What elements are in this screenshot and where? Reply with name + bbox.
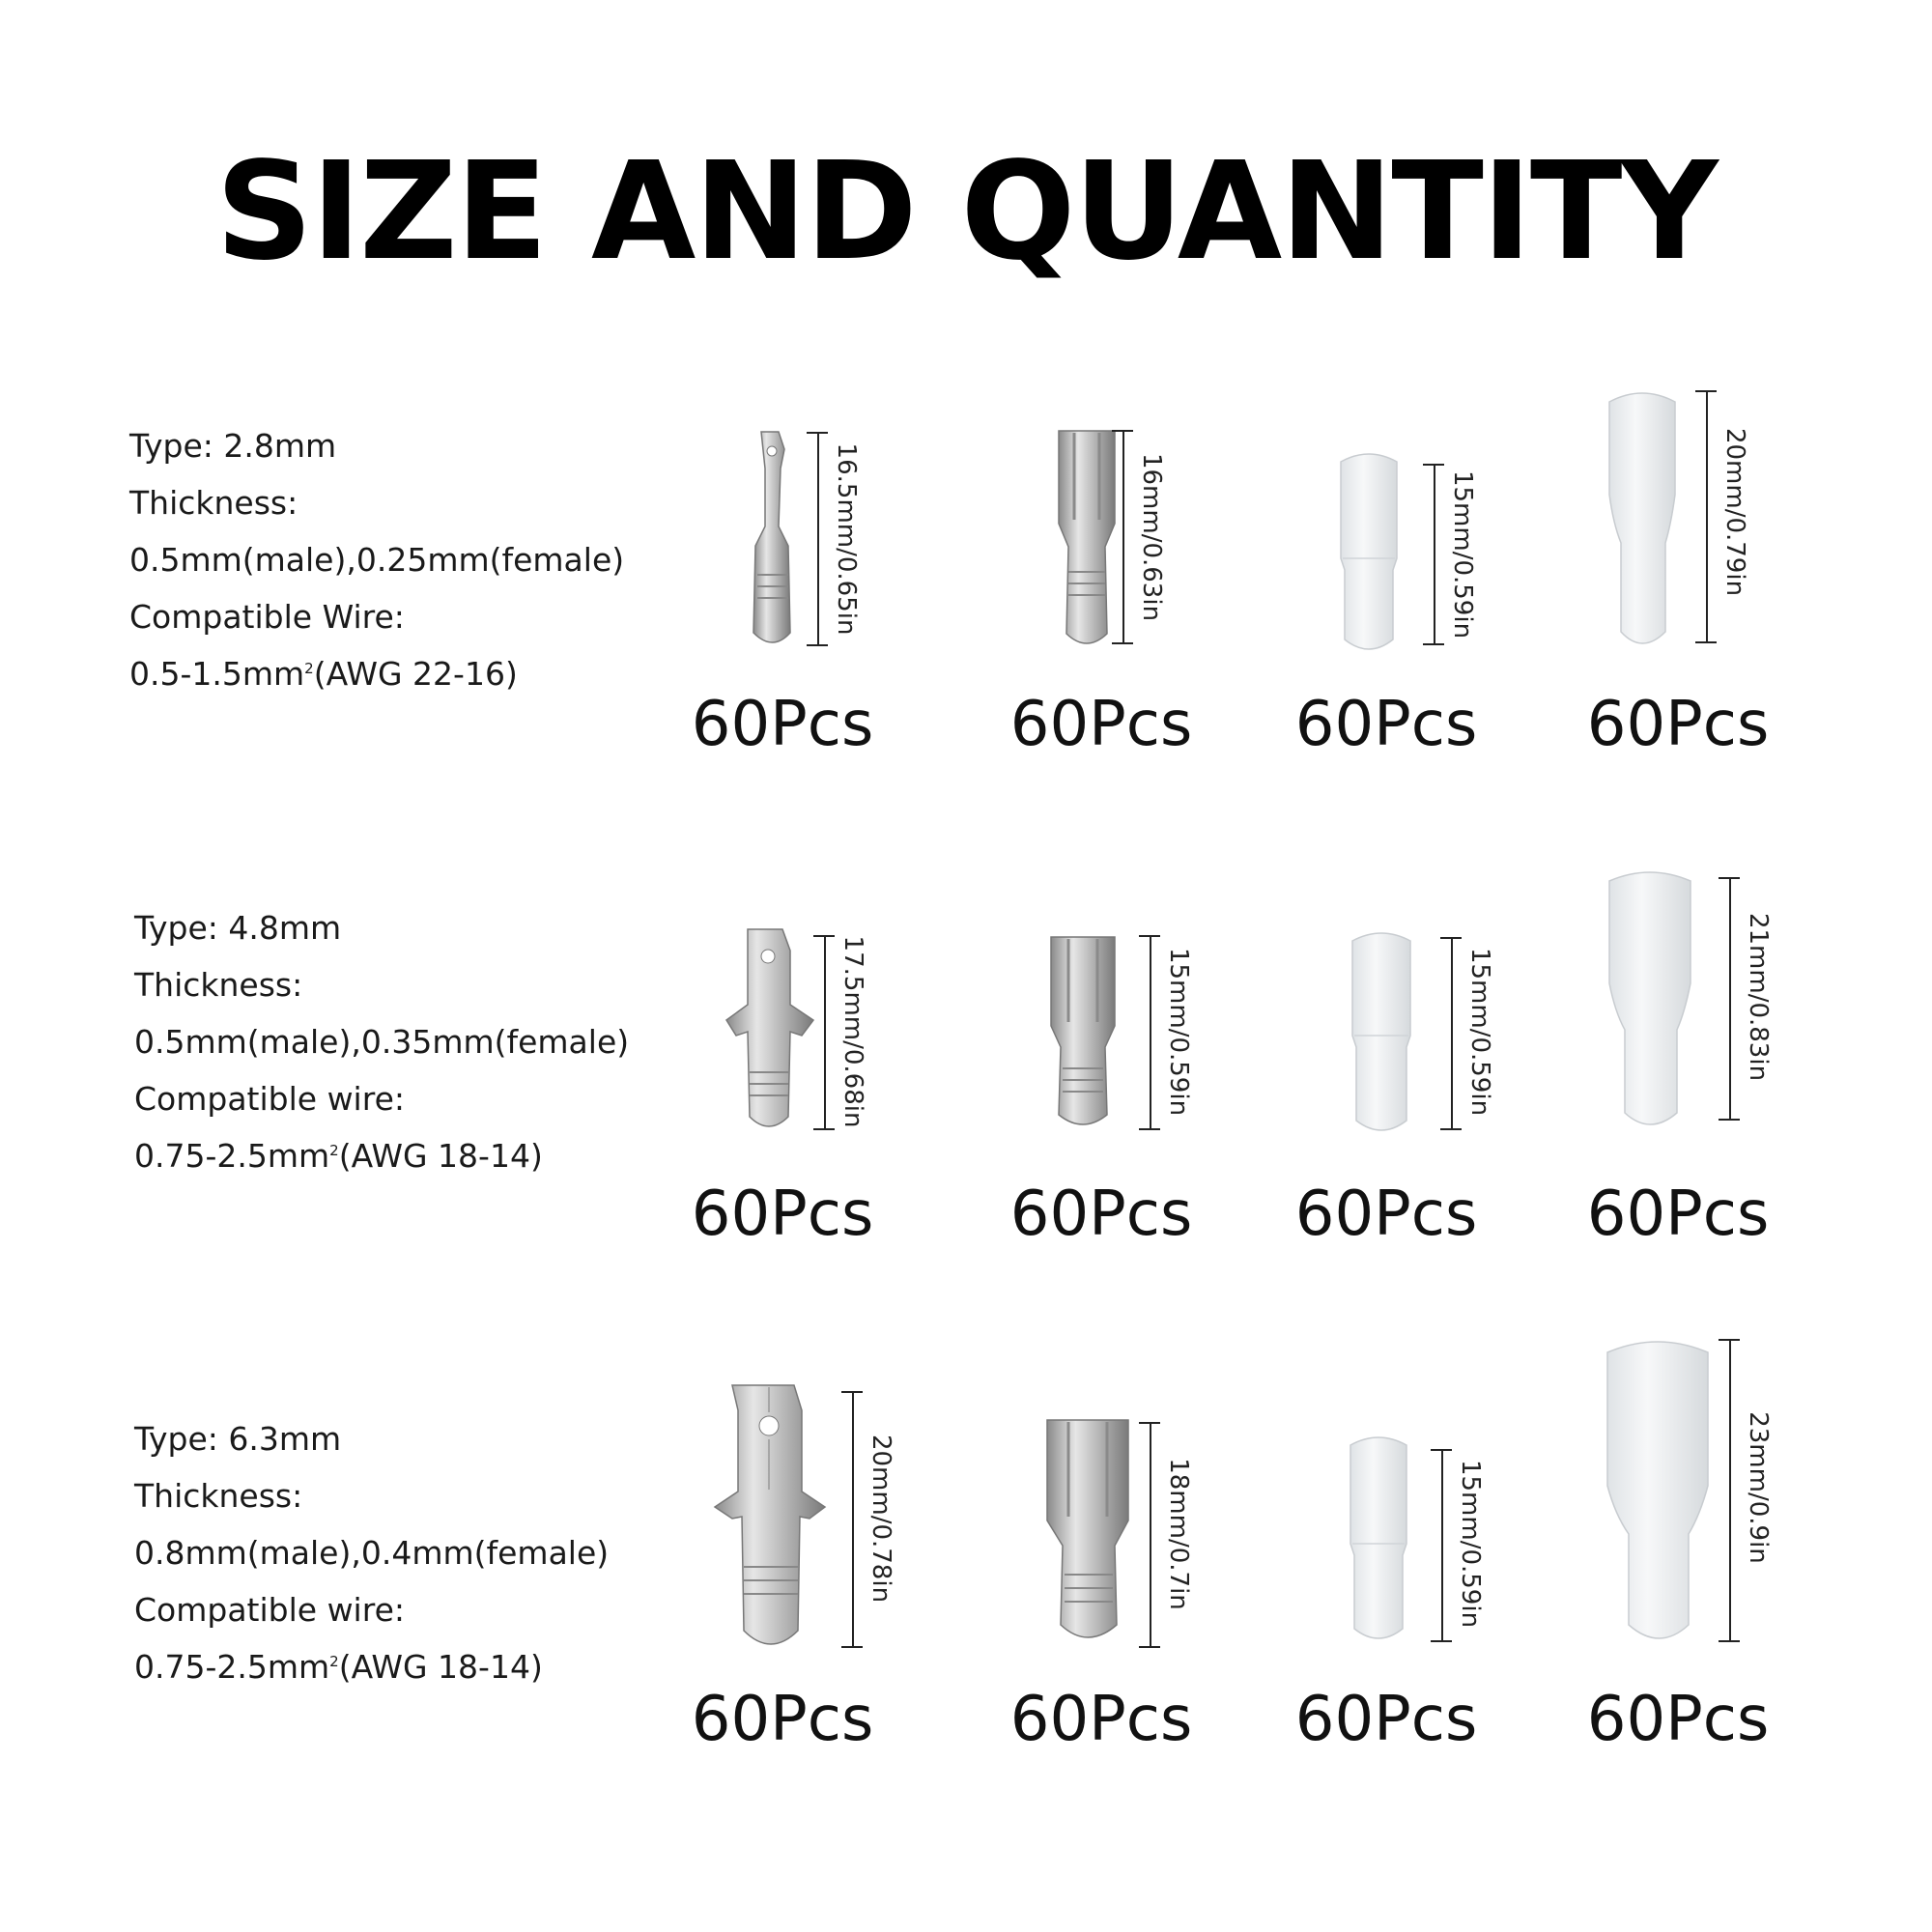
spec-wire-label: Compatible Wire: bbox=[129, 598, 405, 636]
spec-wire: $0.75-2.5mm^2(AWG$ 18-14) bbox=[134, 1137, 543, 1175]
quantity-label: 60Pcs bbox=[1009, 1684, 1193, 1755]
spec-block-6-3mm bbox=[134, 1410, 609, 1695]
spec-wire-label: Compatible wire: bbox=[134, 1080, 405, 1118]
female-sleeve-2-8mm-image bbox=[1604, 388, 1681, 651]
dimension-label: 15mm/0.59in bbox=[1448, 469, 1477, 639]
dimension-line bbox=[1150, 935, 1151, 1130]
male-terminal-4-8mm-image bbox=[723, 927, 819, 1135]
dimension-line bbox=[824, 935, 826, 1130]
male-sleeve-6-3mm-image bbox=[1341, 1435, 1416, 1644]
male-terminal-2-8mm-image bbox=[744, 430, 802, 652]
dimension-label: 16mm/0.63in bbox=[1137, 452, 1166, 622]
spec-wire: $0.5-1.5mm^2(AWG$ 22-16) bbox=[129, 655, 518, 693]
dimension-label: 20mm/0.79in bbox=[1720, 427, 1749, 597]
quantity-label: 60Pcs bbox=[1009, 1179, 1193, 1250]
dimension-line bbox=[1729, 1339, 1731, 1642]
dimension-label: 17.5mm/0.68in bbox=[838, 935, 867, 1128]
spec-thickness-label: Thickness: bbox=[129, 484, 298, 522]
dimension-line bbox=[1451, 937, 1453, 1130]
dimension-line bbox=[1706, 390, 1708, 643]
quantity-label: 60Pcs bbox=[1294, 689, 1478, 760]
spec-thickness: 0.8mm(male),0.4mm(female) bbox=[134, 1534, 610, 1572]
dimension-label: 20mm/0.78in bbox=[867, 1434, 895, 1604]
quantity-label: 60Pcs bbox=[1294, 1684, 1478, 1755]
dimension-label: 15mm/0.59in bbox=[1164, 947, 1193, 1117]
spec-thickness: 0.5mm(male),0.25mm(female) bbox=[129, 541, 625, 579]
quantity-label: 60Pcs bbox=[1586, 689, 1770, 760]
dimension-line bbox=[1729, 877, 1731, 1121]
dimension-line bbox=[1150, 1422, 1151, 1648]
female-terminal-2-8mm-image bbox=[1053, 427, 1121, 651]
dimension-label: 15mm/0.59in bbox=[1465, 947, 1494, 1117]
dimension-label: 18mm/0.7in bbox=[1164, 1458, 1193, 1610]
spec-wire: $0.75-2.5mm^2(AWG$ 18-14) bbox=[134, 1648, 543, 1686]
dimension-line bbox=[1434, 464, 1435, 645]
spec-type: Type: 6.3mm bbox=[134, 1420, 342, 1458]
spec-thickness-label: Thickness: bbox=[134, 1477, 303, 1515]
male-sleeve-2-8mm-image bbox=[1331, 452, 1406, 655]
spec-type: Type: 2.8mm bbox=[129, 427, 337, 465]
page-title: SIZE AND QUANTITY bbox=[215, 133, 1717, 291]
dimension-label: 23mm/0.9in bbox=[1744, 1411, 1773, 1564]
dimension-line bbox=[817, 432, 819, 646]
dimension-line bbox=[1441, 1449, 1443, 1642]
spec-block-4-8mm bbox=[134, 899, 629, 1184]
female-terminal-4-8mm-image bbox=[1045, 933, 1121, 1131]
dimension-label: 15mm/0.59in bbox=[1456, 1459, 1485, 1629]
dimension-line bbox=[1122, 430, 1124, 644]
spec-wire-label: Compatible wire: bbox=[134, 1591, 405, 1629]
quantity-label: 60Pcs bbox=[1009, 689, 1193, 760]
quantity-label: 60Pcs bbox=[1586, 1179, 1770, 1250]
quantity-label: 60Pcs bbox=[691, 1179, 874, 1250]
dimension-label: 16.5mm/0.65in bbox=[832, 442, 861, 636]
spec-thickness-label: Thickness: bbox=[134, 966, 303, 1004]
quantity-label: 60Pcs bbox=[691, 689, 874, 760]
dimension-label: 21mm/0.83in bbox=[1744, 912, 1773, 1082]
female-sleeve-6-3mm-image bbox=[1600, 1335, 1716, 1646]
spec-type: Type: 4.8mm bbox=[134, 909, 342, 947]
quantity-label: 60Pcs bbox=[1294, 1179, 1478, 1250]
male-sleeve-4-8mm-image bbox=[1343, 931, 1420, 1136]
quantity-label: 60Pcs bbox=[1586, 1684, 1770, 1755]
spec-thickness: 0.5mm(male),0.35mm(female) bbox=[134, 1023, 630, 1061]
female-terminal-6-3mm-image bbox=[1039, 1414, 1136, 1646]
dimension-line bbox=[852, 1391, 854, 1648]
quantity-label: 60Pcs bbox=[691, 1684, 874, 1755]
male-terminal-6-3mm-image bbox=[709, 1383, 829, 1654]
spec-block-2-8mm bbox=[129, 417, 624, 702]
female-sleeve-4-8mm-image bbox=[1604, 867, 1696, 1132]
